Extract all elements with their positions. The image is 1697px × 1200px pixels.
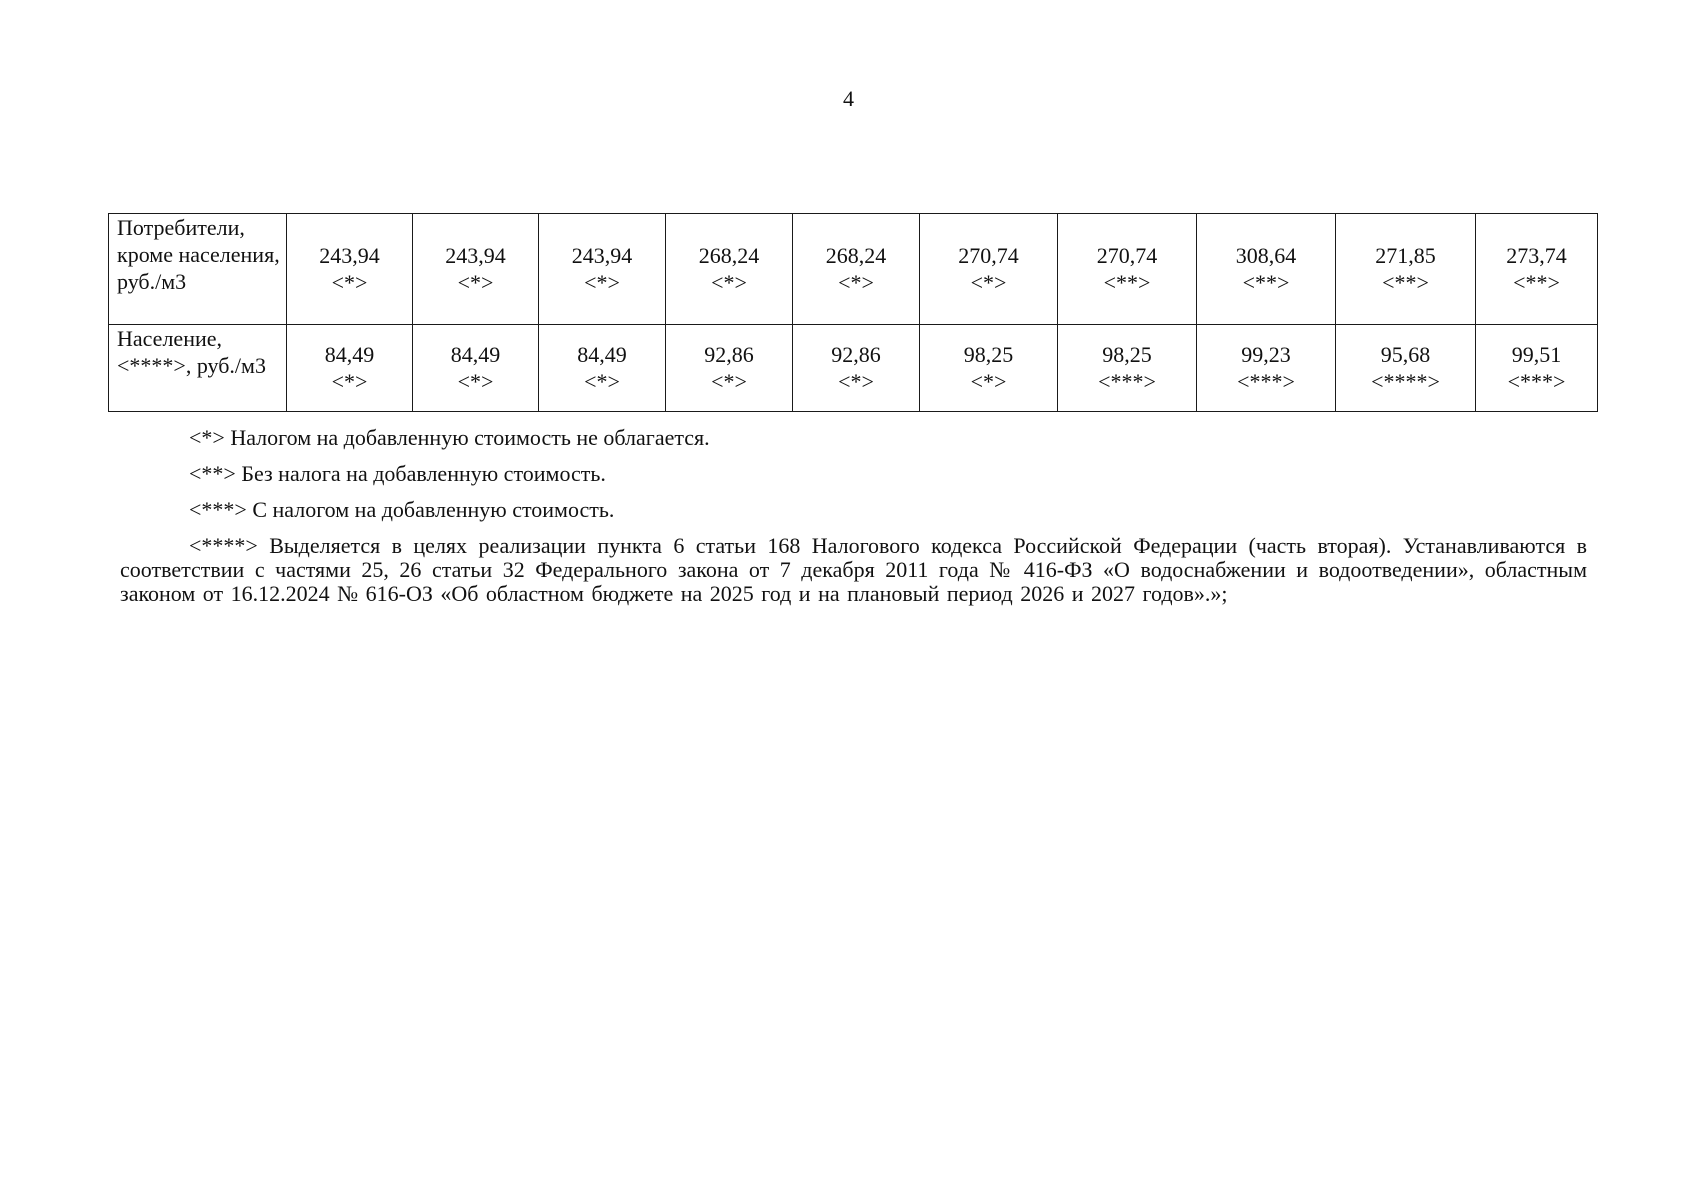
tariff-value: 84,49 (450, 342, 501, 367)
tariff-cell (287, 325, 413, 412)
tariff-cell (1197, 214, 1336, 325)
tax-mark: <*> (711, 270, 747, 295)
tariff-cell (666, 325, 793, 412)
tax-mark: <*> (838, 270, 874, 295)
tariff-cell (287, 214, 413, 325)
tariff-value: 92,86 (704, 342, 754, 367)
footnote-with-vat: <***> С налогом на добавленную стоимость. (189, 497, 615, 522)
tax-mark: <***> (1507, 369, 1566, 394)
tax-mark: <*> (970, 270, 1007, 295)
tariff-value: 273,74 (1506, 243, 1567, 268)
tariff-cell (1058, 214, 1197, 325)
tariff-value: 243,94 (571, 243, 633, 268)
tariff-cell (539, 214, 666, 325)
tariff-cell (920, 325, 1058, 412)
tariff-value: 268,24 (825, 243, 887, 268)
tax-mark: <**> (1242, 270, 1290, 295)
tax-mark: <*> (457, 270, 494, 295)
tariff-cell (1058, 325, 1197, 412)
tariff-value: 271,85 (1375, 243, 1436, 268)
tax-mark: <*> (331, 369, 368, 394)
tariff-cell (413, 214, 539, 325)
tariff-cell (413, 325, 539, 412)
tariff-value: 84,49 (577, 342, 627, 367)
tax-mark: <****> (1371, 369, 1440, 394)
table-row-population (109, 325, 1598, 412)
row-label: Потребители, кроме населения, руб./м3 (109, 214, 287, 325)
tariff-cell (793, 214, 920, 325)
tariff-value: 98,25 (963, 342, 1014, 367)
tariff-value: 268,24 (698, 243, 760, 268)
tax-mark: <*> (331, 270, 368, 295)
tariff-value: 270,74 (1096, 243, 1158, 268)
tariff-cell (1476, 214, 1598, 325)
tax-mark: <**> (1382, 270, 1429, 295)
tax-mark: <*> (838, 369, 874, 394)
tax-mark: <*> (457, 369, 494, 394)
tariff-cell (539, 325, 666, 412)
footnote-no-vat: <*> Налогом на добавленную стоимость не облагается. (189, 425, 710, 450)
tax-mark: <*> (584, 369, 620, 394)
tariff-value: 243,94 (445, 243, 506, 268)
tax-mark: <***> (1098, 369, 1156, 394)
tax-mark: <**> (1513, 270, 1560, 295)
page-number: 4 (843, 86, 854, 111)
tariff-value: 92,86 (831, 342, 881, 367)
footnote-without-vat: <**> Без налога на добавленную стоимость. (189, 461, 606, 486)
tariff-value: 99,51 (1511, 342, 1562, 367)
tariff-value: 243,94 (319, 243, 380, 268)
tariff-value: 98,25 (1102, 342, 1152, 367)
tariff-cell (666, 214, 793, 325)
tax-mark: <*> (970, 369, 1007, 394)
tariff-value: 308,64 (1235, 243, 1297, 268)
tariff-cell (1476, 325, 1598, 412)
tariff-cell (1336, 325, 1476, 412)
tariff-value: 95,68 (1380, 342, 1431, 367)
tariff-cell (793, 325, 920, 412)
tariff-value: 99,23 (1241, 342, 1291, 367)
tax-mark: <*> (711, 369, 747, 394)
row-label: Население, <****>, руб./м3 (109, 325, 287, 412)
tax-mark: <*> (584, 270, 620, 295)
tariff-table (108, 213, 1598, 412)
table-row-consumers (109, 214, 1598, 325)
tariff-cell (1197, 325, 1336, 412)
tariff-cell (1336, 214, 1476, 325)
footnote-vat-allocation: <****> Выделяется в целях реализации пункта 6 статьи 168 Налогового кодекса Российской Федерации (часть вторая). Устанавливаются в соответствии с частями 25, 26 статьи 32 Федерального закона от 7 декабря 2011 года № 416-ФЗ «О водоснабжении и водоотведении», областным законом от 16.12.2024 № 616-ОЗ «Об областном бюджете на 2025 год и на плановый период 2026 и 2027 годов».»; (120, 533, 1587, 606)
tariff-value: 84,49 (324, 342, 375, 367)
tariff-value: 270,74 (958, 243, 1019, 268)
tax-mark: <**> (1103, 270, 1151, 295)
footnotes (120, 426, 1587, 606)
tax-mark: <***> (1237, 369, 1295, 394)
tariff-cell (920, 214, 1058, 325)
